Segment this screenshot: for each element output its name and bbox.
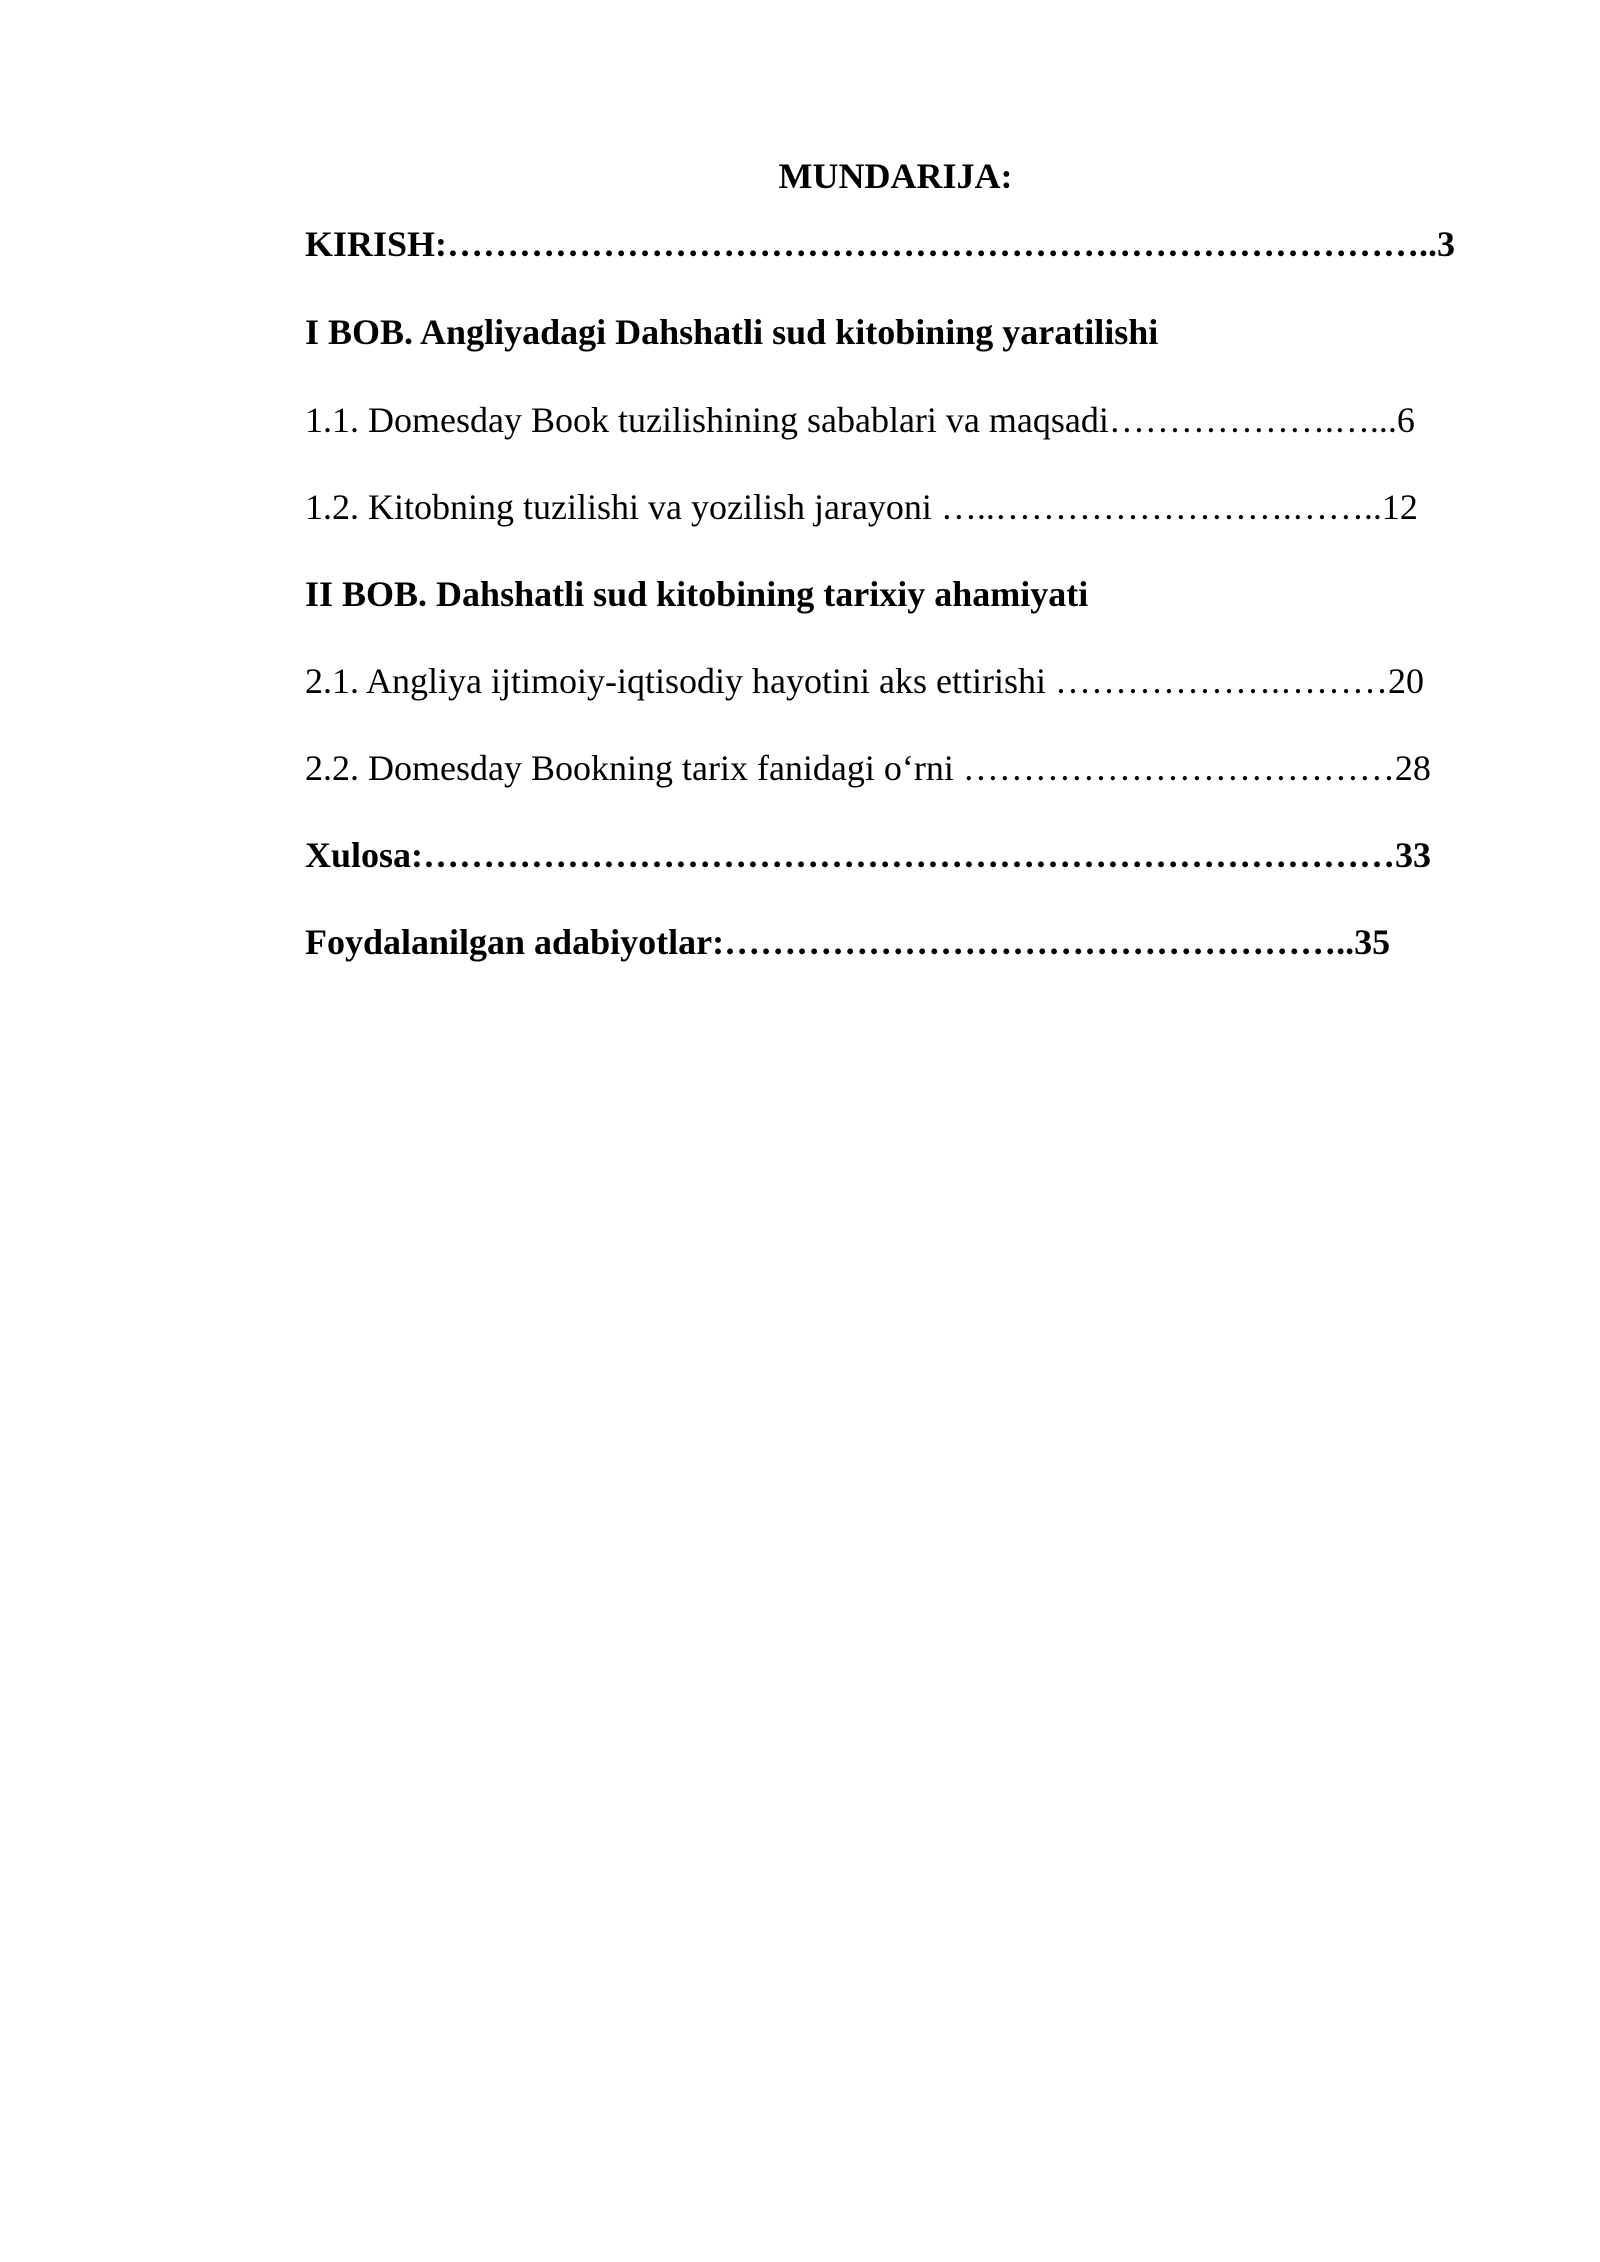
toc-title: MUNDARIJA: <box>778 156 1013 196</box>
toc-entry-xulosa: Xulosa:………………………………………………………………………33 <box>305 835 1432 875</box>
toc-section-2-2: 2.2. Domesday Bookning tarix fanidagi o‘rni ………………………………28 <box>305 748 1431 788</box>
toc-section-1-2: 1.2. Kitobning tuzilishi va yozilish jarayoni …..…………………….……..12 <box>305 487 1418 527</box>
toc-entry-kirish: KIRISH:………………………………………………………………………..3 <box>305 224 1456 264</box>
toc-section-1-1: 1.1. Domesday Book tuzilishining sabablari va maqsadi……………….…...6 <box>305 400 1415 440</box>
toc-section-2-1: 2.1. Angliya ijtimoiy-iqtisodiy hayotini aks ettirishi ……………….………20 <box>305 661 1424 701</box>
toc-chapter-2: II BOB. Dahshatli sud kitobining tarixiy ahamiyati <box>305 574 1089 614</box>
toc-chapter-1: I BOB. Angliyadagi Dahshatli sud kitobining yaratilishi <box>305 312 1159 352</box>
toc-entry-references: Foydalanilgan adabiyotlar:……………………………………………..35 <box>305 922 1391 962</box>
